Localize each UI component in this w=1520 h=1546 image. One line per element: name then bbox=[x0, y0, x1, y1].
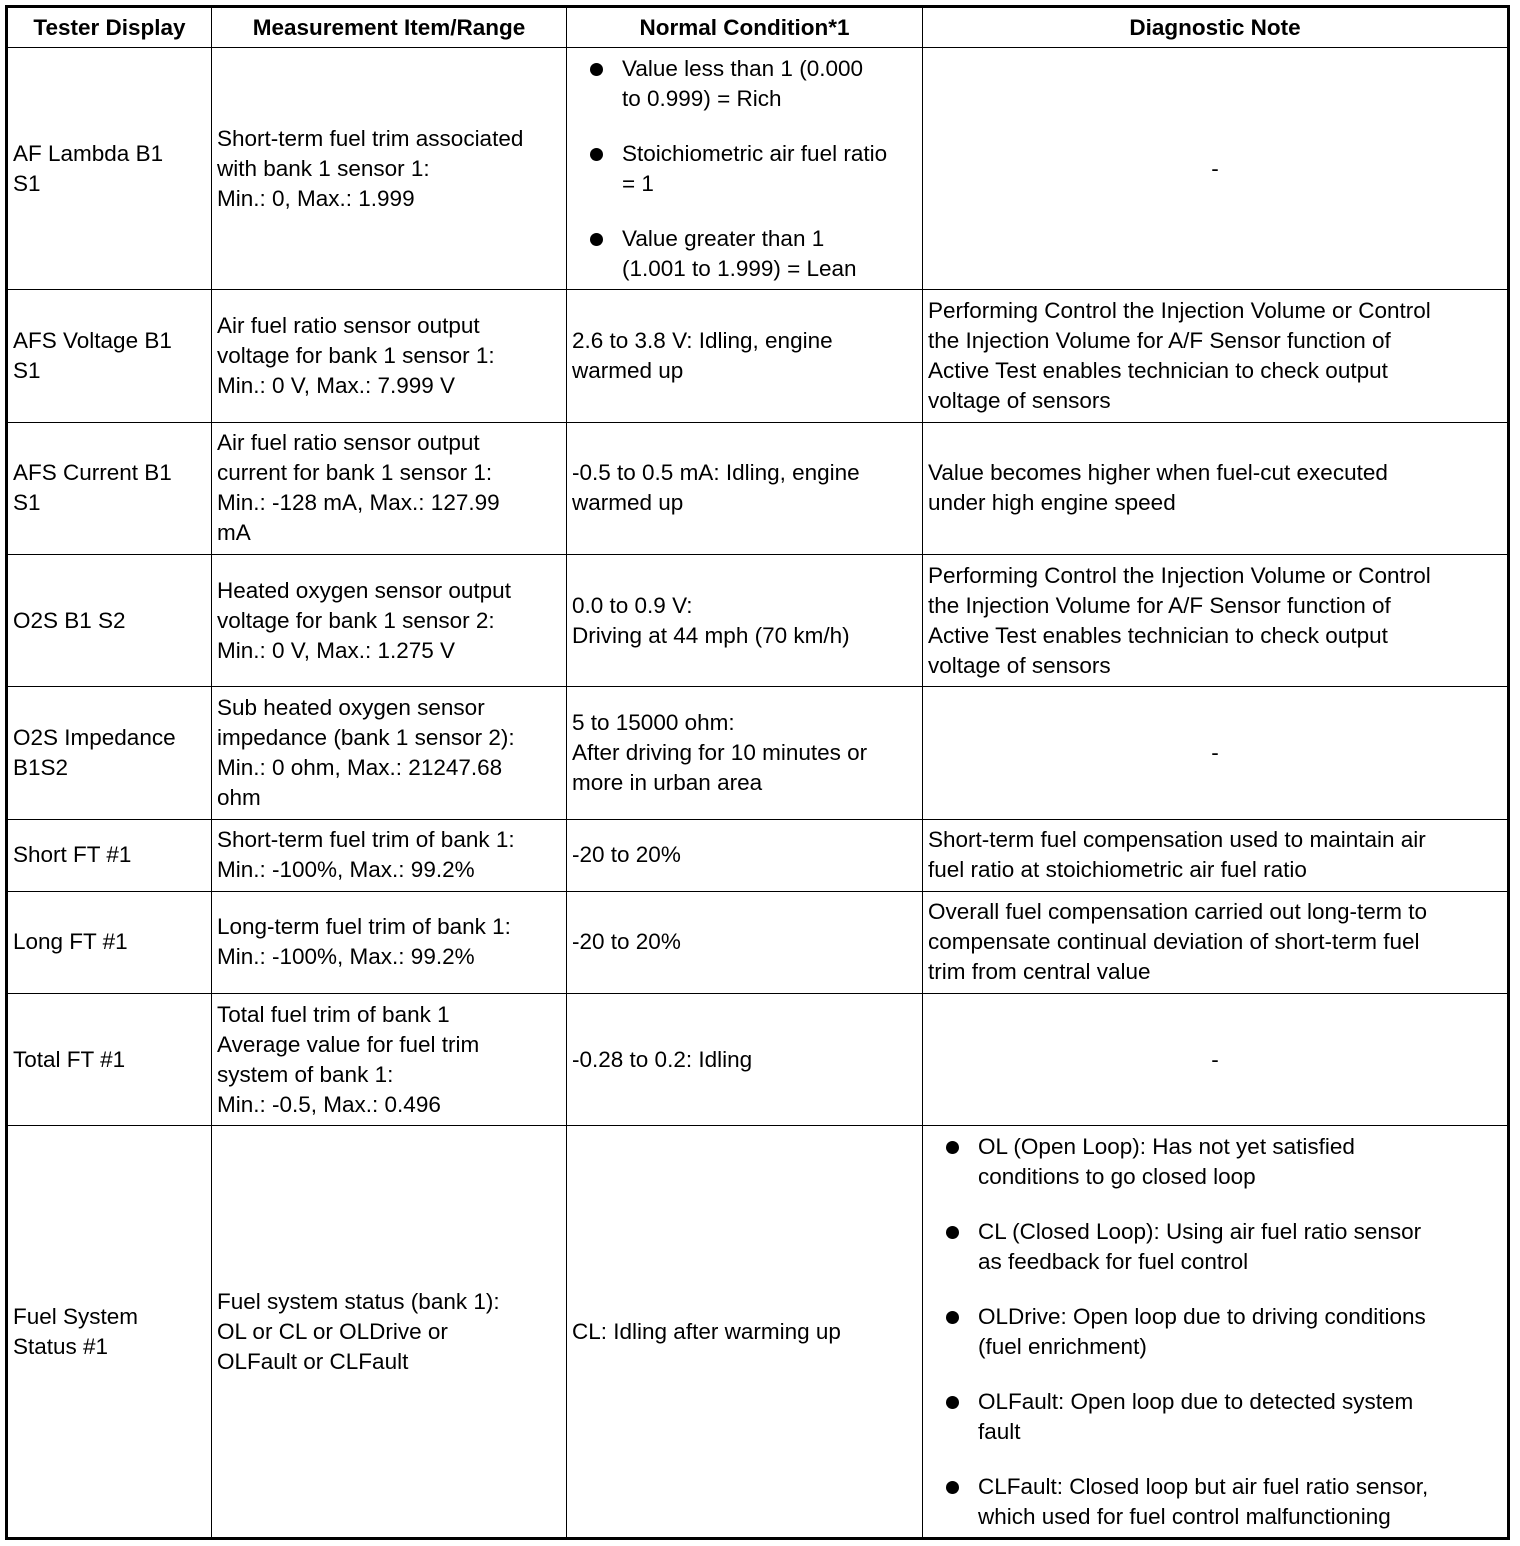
diagnostic-note-text: Short-term fuel compensation used to maintain air fuel ratio at stoichiometric air fuel ratio bbox=[928, 827, 1426, 883]
tester-display-cell bbox=[7, 555, 212, 687]
normal-condition-cell bbox=[567, 422, 923, 554]
diagnostic-note-cell bbox=[923, 422, 1509, 554]
normal-condition-cell bbox=[567, 891, 923, 993]
bullet-text: OLDrive: Open loop due to driving conditions (fuel enrichment) bbox=[978, 1303, 1426, 1359]
bullet-icon bbox=[946, 1396, 959, 1409]
diagnostic-note-cell bbox=[923, 687, 1509, 819]
list-item bbox=[928, 1132, 1502, 1192]
header-normal-condition: Normal Condition*1 bbox=[567, 7, 923, 48]
normal-condition-cell bbox=[567, 48, 923, 290]
measurement-item-cell bbox=[212, 687, 567, 819]
diagnostic-note-cell bbox=[923, 48, 1509, 290]
bullet-icon bbox=[590, 148, 603, 161]
bullet-icon bbox=[946, 1226, 959, 1239]
measurement-item-text: Heated oxygen sensor output voltage for bank 1 sensor 2: Min.: 0 V, Max.: 1.275 V bbox=[217, 577, 511, 663]
tester-display-text: Long FT #1 bbox=[13, 929, 128, 955]
measurement-item-text: Sub heated oxygen sensor impedance (bank 1 sensor 2): Min.: 0 ohm, Max.: 21247.68 ohm bbox=[217, 694, 515, 810]
tester-display-text: Short FT #1 bbox=[13, 842, 132, 868]
tester-display-cell bbox=[7, 687, 212, 819]
normal-condition-cell bbox=[567, 555, 923, 687]
measurement-item-cell bbox=[212, 1126, 567, 1539]
list-item bbox=[572, 139, 917, 199]
bullet-icon bbox=[590, 63, 603, 76]
diagnostic-note-cell bbox=[923, 819, 1509, 891]
list-item bbox=[928, 1302, 1502, 1362]
measurement-item-cell bbox=[212, 891, 567, 993]
table-row bbox=[7, 819, 1509, 891]
diagnostic-note-text: Performing Control the Injection Volume or Control the Injection Volume for A/F Sensor function of Active Test enables technician to check output voltage of sensors bbox=[928, 298, 1431, 414]
diagnostic-note-text: Value becomes higher when fuel-cut executed under high engine speed bbox=[928, 460, 1388, 516]
diagnostic-note-text: Overall fuel compensation carried out long-term to compensate continual deviation of short-term fuel trim from central value bbox=[928, 899, 1427, 985]
header-row bbox=[7, 7, 1509, 48]
tester-display-text: Fuel System Status #1 bbox=[13, 1303, 139, 1359]
bullet-text: OLFault: Open loop due to detected system fault bbox=[978, 1388, 1414, 1444]
diagnostic-note-cell bbox=[923, 290, 1509, 422]
measurement-item-cell bbox=[212, 993, 567, 1125]
measurement-item-text: Short-term fuel trim associated with bank 1 sensor 1: Min.: 0, Max.: 1.999 bbox=[217, 125, 524, 211]
bullet-text: Stoichiometric air fuel ratio = 1 bbox=[622, 140, 888, 196]
tester-display-text: O2S Impedance B1S2 bbox=[13, 724, 176, 780]
diagnostic-note-text: - bbox=[1211, 739, 1219, 765]
table-row bbox=[7, 687, 1509, 819]
normal-condition-text: -20 to 20% bbox=[572, 842, 681, 868]
normal-condition-cell bbox=[567, 1126, 923, 1539]
measurement-item-text: Long-term fuel trim of bank 1: Min.: -100%, Max.: 99.2% bbox=[217, 914, 511, 970]
table-row bbox=[7, 891, 1509, 993]
diagnostic-note-text: Performing Control the Injection Volume or Control the Injection Volume for A/F Sensor function of Active Test enables technician to check output voltage of sensors bbox=[928, 562, 1431, 678]
tester-display-text: AFS Current B1 S1 bbox=[13, 460, 172, 516]
measurement-item-text: Short-term fuel trim of bank 1: Min.: -100%, Max.: 99.2% bbox=[217, 827, 515, 883]
tester-display-cell bbox=[7, 993, 212, 1125]
diagnostic-note-cell bbox=[923, 993, 1509, 1125]
bullet-icon bbox=[946, 1481, 959, 1494]
tester-display-cell bbox=[7, 1126, 212, 1539]
bullet-icon bbox=[590, 233, 603, 246]
header-diagnostic-note: Diagnostic Note bbox=[923, 7, 1509, 48]
measurement-item-text: Air fuel ratio sensor output current for bank 1 sensor 1: Min.: -128 mA, Max.: 127.99 mA bbox=[217, 430, 500, 546]
list-item bbox=[572, 224, 917, 284]
table-row bbox=[7, 993, 1509, 1125]
table-row bbox=[7, 555, 1509, 687]
tester-display-cell bbox=[7, 290, 212, 422]
tester-display-text: Total FT #1 bbox=[13, 1046, 126, 1072]
diagnostic-note-text: - bbox=[1211, 1046, 1219, 1072]
diagnostic-note-cell bbox=[923, 891, 1509, 993]
normal-condition-list bbox=[572, 54, 917, 284]
normal-condition-cell bbox=[567, 290, 923, 422]
diagnostic-note-text: - bbox=[1211, 155, 1219, 181]
normal-condition-text: -0.5 to 0.5 mA: Idling, engine warmed up bbox=[572, 460, 860, 516]
diagnostic-note-cell bbox=[923, 1126, 1509, 1539]
normal-condition-cell bbox=[567, 819, 923, 891]
table-row bbox=[7, 290, 1509, 422]
list-item bbox=[928, 1472, 1502, 1532]
data-list-table bbox=[5, 5, 1510, 1540]
tester-display-cell bbox=[7, 891, 212, 993]
bullet-text: CLFault: Closed loop but air fuel ratio sensor, which used for fuel control malfunctioning bbox=[978, 1473, 1429, 1529]
table-row bbox=[7, 422, 1509, 554]
normal-condition-text: -0.28 to 0.2: Idling bbox=[572, 1046, 753, 1072]
tester-display-text: AF Lambda B1 S1 bbox=[13, 140, 164, 196]
measurement-item-cell bbox=[212, 48, 567, 290]
bullet-text: CL (Closed Loop): Using air fuel ratio sensor as feedback for fuel control bbox=[978, 1218, 1422, 1274]
bullet-icon bbox=[946, 1141, 959, 1154]
normal-condition-text: CL: Idling after warming up bbox=[572, 1318, 841, 1344]
table-row bbox=[7, 48, 1509, 290]
tester-display-text: AFS Voltage B1 S1 bbox=[13, 328, 172, 384]
bullet-text: Value greater than 1 (1.001 to 1.999) = Lean bbox=[622, 225, 857, 281]
list-item bbox=[572, 54, 917, 114]
measurement-item-text: Total fuel trim of bank 1 Average value for fuel trim system of bank 1: Min.: -0.5, Max.: 0.496 bbox=[217, 1001, 480, 1117]
tester-display-cell bbox=[7, 48, 212, 290]
bullet-text: Value less than 1 (0.000 to 0.999) = Rich bbox=[622, 55, 863, 111]
tester-display-cell bbox=[7, 422, 212, 554]
list-item bbox=[928, 1387, 1502, 1447]
tester-display-cell bbox=[7, 819, 212, 891]
measurement-item-cell bbox=[212, 819, 567, 891]
table-row bbox=[7, 1126, 1509, 1539]
bullet-icon bbox=[946, 1311, 959, 1324]
diagnostic-note-cell bbox=[923, 555, 1509, 687]
bullet-text: OL (Open Loop): Has not yet satisfied conditions to go closed loop bbox=[978, 1133, 1355, 1189]
normal-condition-text: -20 to 20% bbox=[572, 929, 681, 955]
list-item bbox=[928, 1217, 1502, 1277]
normal-condition-text: 0.0 to 0.9 V: Driving at 44 mph (70 km/h) bbox=[572, 592, 850, 648]
normal-condition-text: 5 to 15000 ohm: After driving for 10 minutes or more in urban area bbox=[572, 709, 868, 795]
measurement-item-cell bbox=[212, 555, 567, 687]
normal-condition-cell bbox=[567, 687, 923, 819]
normal-condition-cell bbox=[567, 993, 923, 1125]
tester-display-text: O2S B1 S2 bbox=[13, 607, 126, 633]
measurement-item-cell bbox=[212, 290, 567, 422]
measurement-item-cell bbox=[212, 422, 567, 554]
normal-condition-text: 2.6 to 3.8 V: Idling, engine warmed up bbox=[572, 328, 833, 384]
measurement-item-text: Air fuel ratio sensor output voltage for bank 1 sensor 1: Min.: 0 V, Max.: 7.999 V bbox=[217, 313, 495, 399]
header-measurement-item: Measurement Item/Range bbox=[212, 7, 567, 48]
diagnostic-note-list bbox=[928, 1132, 1502, 1532]
header-tester-display: Tester Display bbox=[7, 7, 212, 48]
measurement-item-text: Fuel system status (bank 1): OL or CL or OLDrive or OLFault or CLFault bbox=[217, 1288, 500, 1374]
